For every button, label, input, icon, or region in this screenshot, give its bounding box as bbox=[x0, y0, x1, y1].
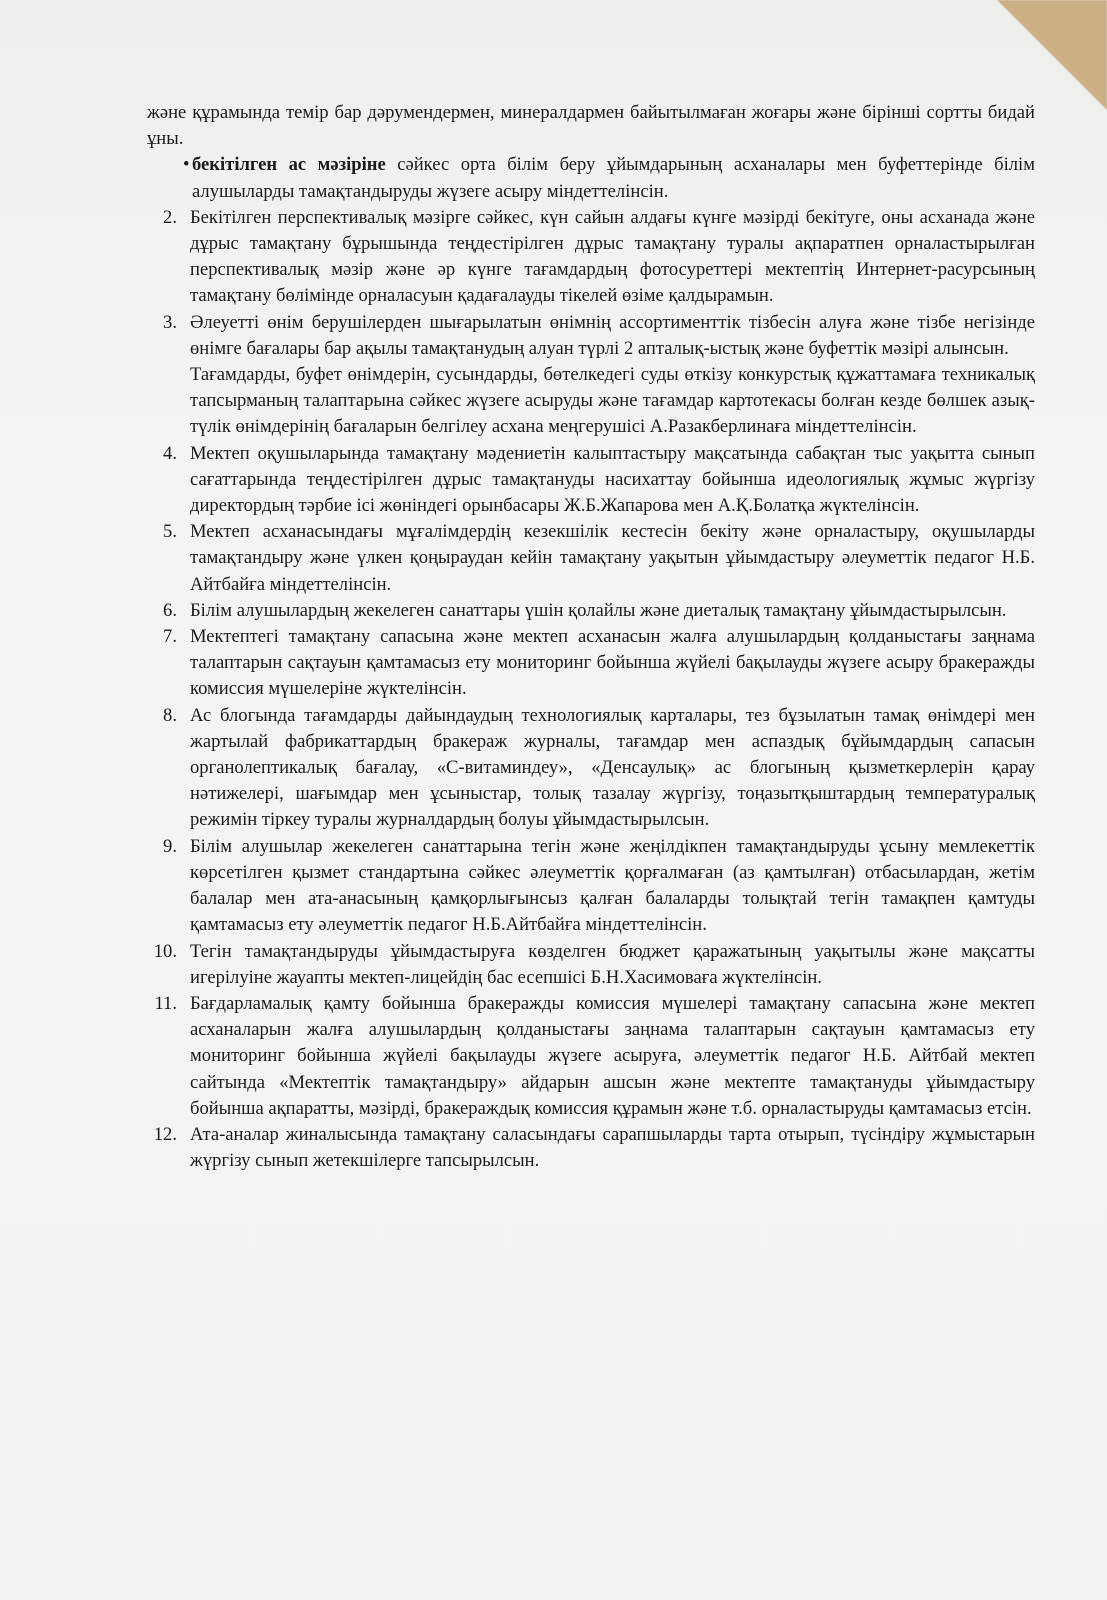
bullet-marker: • bbox=[183, 154, 190, 176]
list-item-number: 8. bbox=[163, 704, 177, 726]
list-item bbox=[147, 624, 1035, 703]
list-item-text: Мектеп асханасындағы мұғалімдердің кезекшілік кестесін бекіту және орналастыру, оқушыларды тамақтандыру және үлкен қоңыраудан кейін тамақтану уақытын ұйымдастыру әлеуметтік педагог Н.Б. Айтбайға міндеттелінсін. bbox=[190, 521, 1035, 595]
list-item-text: Білім алушылар жекелеген санаттарына тегін және жеңілдікпен тамақтандыруды ұсыну мемлекеттік көрсетілген қызмет стандартына сәйкес әлеуметтік қорғалмаған (аз қамтылған) отбасылардан, жетім балалар мен ата-анасының қамқорлығынсыз қалған балаларды толықтай тегін тамақпен қамтуды қамтамасыз ету әлеуметтік педагог Н.Б.Айтбайға міндеттелінсін. bbox=[190, 835, 1035, 936]
list-item-number: 2. bbox=[163, 206, 177, 228]
list-item bbox=[147, 205, 1035, 310]
list-item-number: 12. bbox=[153, 1123, 177, 1145]
list-item-text: Мектеп оқушыларында тамақтану мәдениетін калыптастыру мақсатында сабақтан тыс уақытта сынып сағаттарында теңдестірілген дұрыс тамақтануды насихаттау бойынша идеологиялық жұмыс жүргізу директордың тәрбие ісі жөніндегі орынбасары Ж.Б.Жапарова мен А.Қ.Болатқа жүктелінсін. bbox=[190, 442, 1035, 517]
numbered-list bbox=[147, 205, 1035, 1175]
bullet-text bbox=[192, 152, 1035, 204]
list-item-number: 6. bbox=[163, 599, 177, 621]
list-item bbox=[147, 834, 1035, 939]
list-item-text: Ас блогында тағамдарды дайындаудың технологиялық карталары, тез бұзылатын тамақ өнімдері мен жартылай фабрикаттардың бракераж журналы, тағамдар мен аспаздық бұйымдардың сапасын органолептикалық бағалау, «С-витаминдеу», «Денсаулық» ас блогының қызметкерлерін қарау нәтижелері, шағымдар мен ұсыныстар, толық тазалау жүргізу, тоңазытқыштардың температуралық режимін тіркеу туралы журналдардың болуы ұйымдастырылсын. bbox=[190, 704, 1035, 831]
list-item-text: Әлеуетті өнім берушілерден шығарылатын өнімнің ассортименттік тізбесін алуға және тізбе негізінде өнімге бағалары бар ақылы тамақтанудың алуан түрлі 2 апталық-ыстық және буфеттік мәзірі алынсын. bbox=[190, 311, 1035, 359]
list-item-number: 5. bbox=[163, 521, 177, 543]
intro-paragraph: және құрамында темір бар дәрумендермен, минералдармен байытылмаған жоғары және бірінші сортты бидай ұны. bbox=[147, 102, 1035, 150]
list-item bbox=[147, 310, 1035, 441]
list-item-text: Ата-аналар жиналысында тамақтану саласындағы сарапшыларды тарта отырып, түсіндіру жұмыстарын жүргізу сынып жетекшілерге тапсырылсын. bbox=[190, 1123, 1035, 1172]
list-item-number: 9. bbox=[163, 835, 177, 857]
folded-corner bbox=[997, 0, 1107, 110]
list-item bbox=[147, 703, 1035, 834]
list-item bbox=[147, 939, 1035, 991]
list-item-text: Бағдарламалық қамту бойынша бракеражды комиссия мүшелері тамақтану сапасына және мектеп асханаларын жалға алушылардың қолданыстағы заңнама талаптарын сақтауын қамтамасыз ету мониторинг бойынша жүйелі бақылауды жүзеге асыруға, әлеуметтік педагог Н.Б. Айтбай мектеп сайтында «Мектептік тамақтандыру» айдарын ашсын және мектепте тамақтануды ұйымдастыру бойынша ақпаратты, мәзірді, бракераждық комиссия құрамын және т.б. орналастыруды қамтамасыз етсін. bbox=[190, 992, 1035, 1119]
list-item bbox=[147, 991, 1035, 1122]
list-item bbox=[147, 1122, 1035, 1174]
bullet-rest-text: сәйкес орта білім беру ұйымдарының асханалары мен буфеттерінде білім алушыларды тамақтандыруды жүзеге асыру міндеттелінсін. bbox=[192, 154, 1035, 202]
bullet-bold-text: бекітілген ас мәзіріне bbox=[192, 154, 386, 176]
list-item-number: 11. bbox=[154, 992, 177, 1014]
list-item-text: Білім алушылардың жекелеген санаттары үшін қолайлы және диеталық тамақтану ұйымдастырылсын. bbox=[190, 599, 1007, 621]
list-item-number: 7. bbox=[163, 626, 177, 648]
list-item bbox=[147, 598, 1035, 624]
list-item bbox=[147, 441, 1035, 520]
bullet-paragraph bbox=[147, 152, 1035, 204]
list-item-text: Бекітілген перспективалық мәзірге сәйкес, күн сайын алдағы күнге мәзірді бекітуге, оны асханада және дұрыс тамақтану бұрышында теңдестірілген дұрыс тамақтану туралы ақпаратпен орналастырылған перспективалық мәзір және әр күнге тағамдардың фотосуреттері мектептің Интернет-расурсының тамақтану бөлімінде орналасуын қадағалауды тікелей өзіме қалдырамын. bbox=[190, 206, 1035, 307]
list-item-extra-text: Тағамдарды, буфет өнімдерін, сусындарды, бөтелкедегі суды өткізу конкурстық құжаттамаға техникалық тапсырманың талаптарына сәйкес жүзеге асыруды және тағамдар картотекасы болған кезде бөлшек азық-түлік өнімдерінің бағаларын белгілеу асхана меңгерушісі А.Разакберлинаға міндеттелінсін. bbox=[190, 364, 1035, 438]
list-item-text: Тегін тамақтандыруды ұйымдастыруға көзделген бюджет қаражатының уақытылы және мақсатты игерілуіне жауапты мектеп-лицейдің бас есепшісі Б.Н.Хасимоваға жүктелінсін. bbox=[190, 940, 1035, 988]
document-body bbox=[147, 100, 1035, 1174]
list-item-number: 10. bbox=[153, 940, 177, 962]
list-item-number: 4. bbox=[163, 442, 177, 464]
list-item-text: Мектептегі тамақтану сапасына және мектеп асханасын жалға алушылардың қолданыстағы заңнама талаптарын сақтауын қамтамасыз ету мониторинг бойынша жүйелі бақылауды жүзеге асыру бракеражды комиссия мүшелеріне жүктелінсін. bbox=[190, 626, 1035, 700]
list-item bbox=[147, 519, 1035, 598]
list-item-number: 3. bbox=[163, 311, 177, 333]
